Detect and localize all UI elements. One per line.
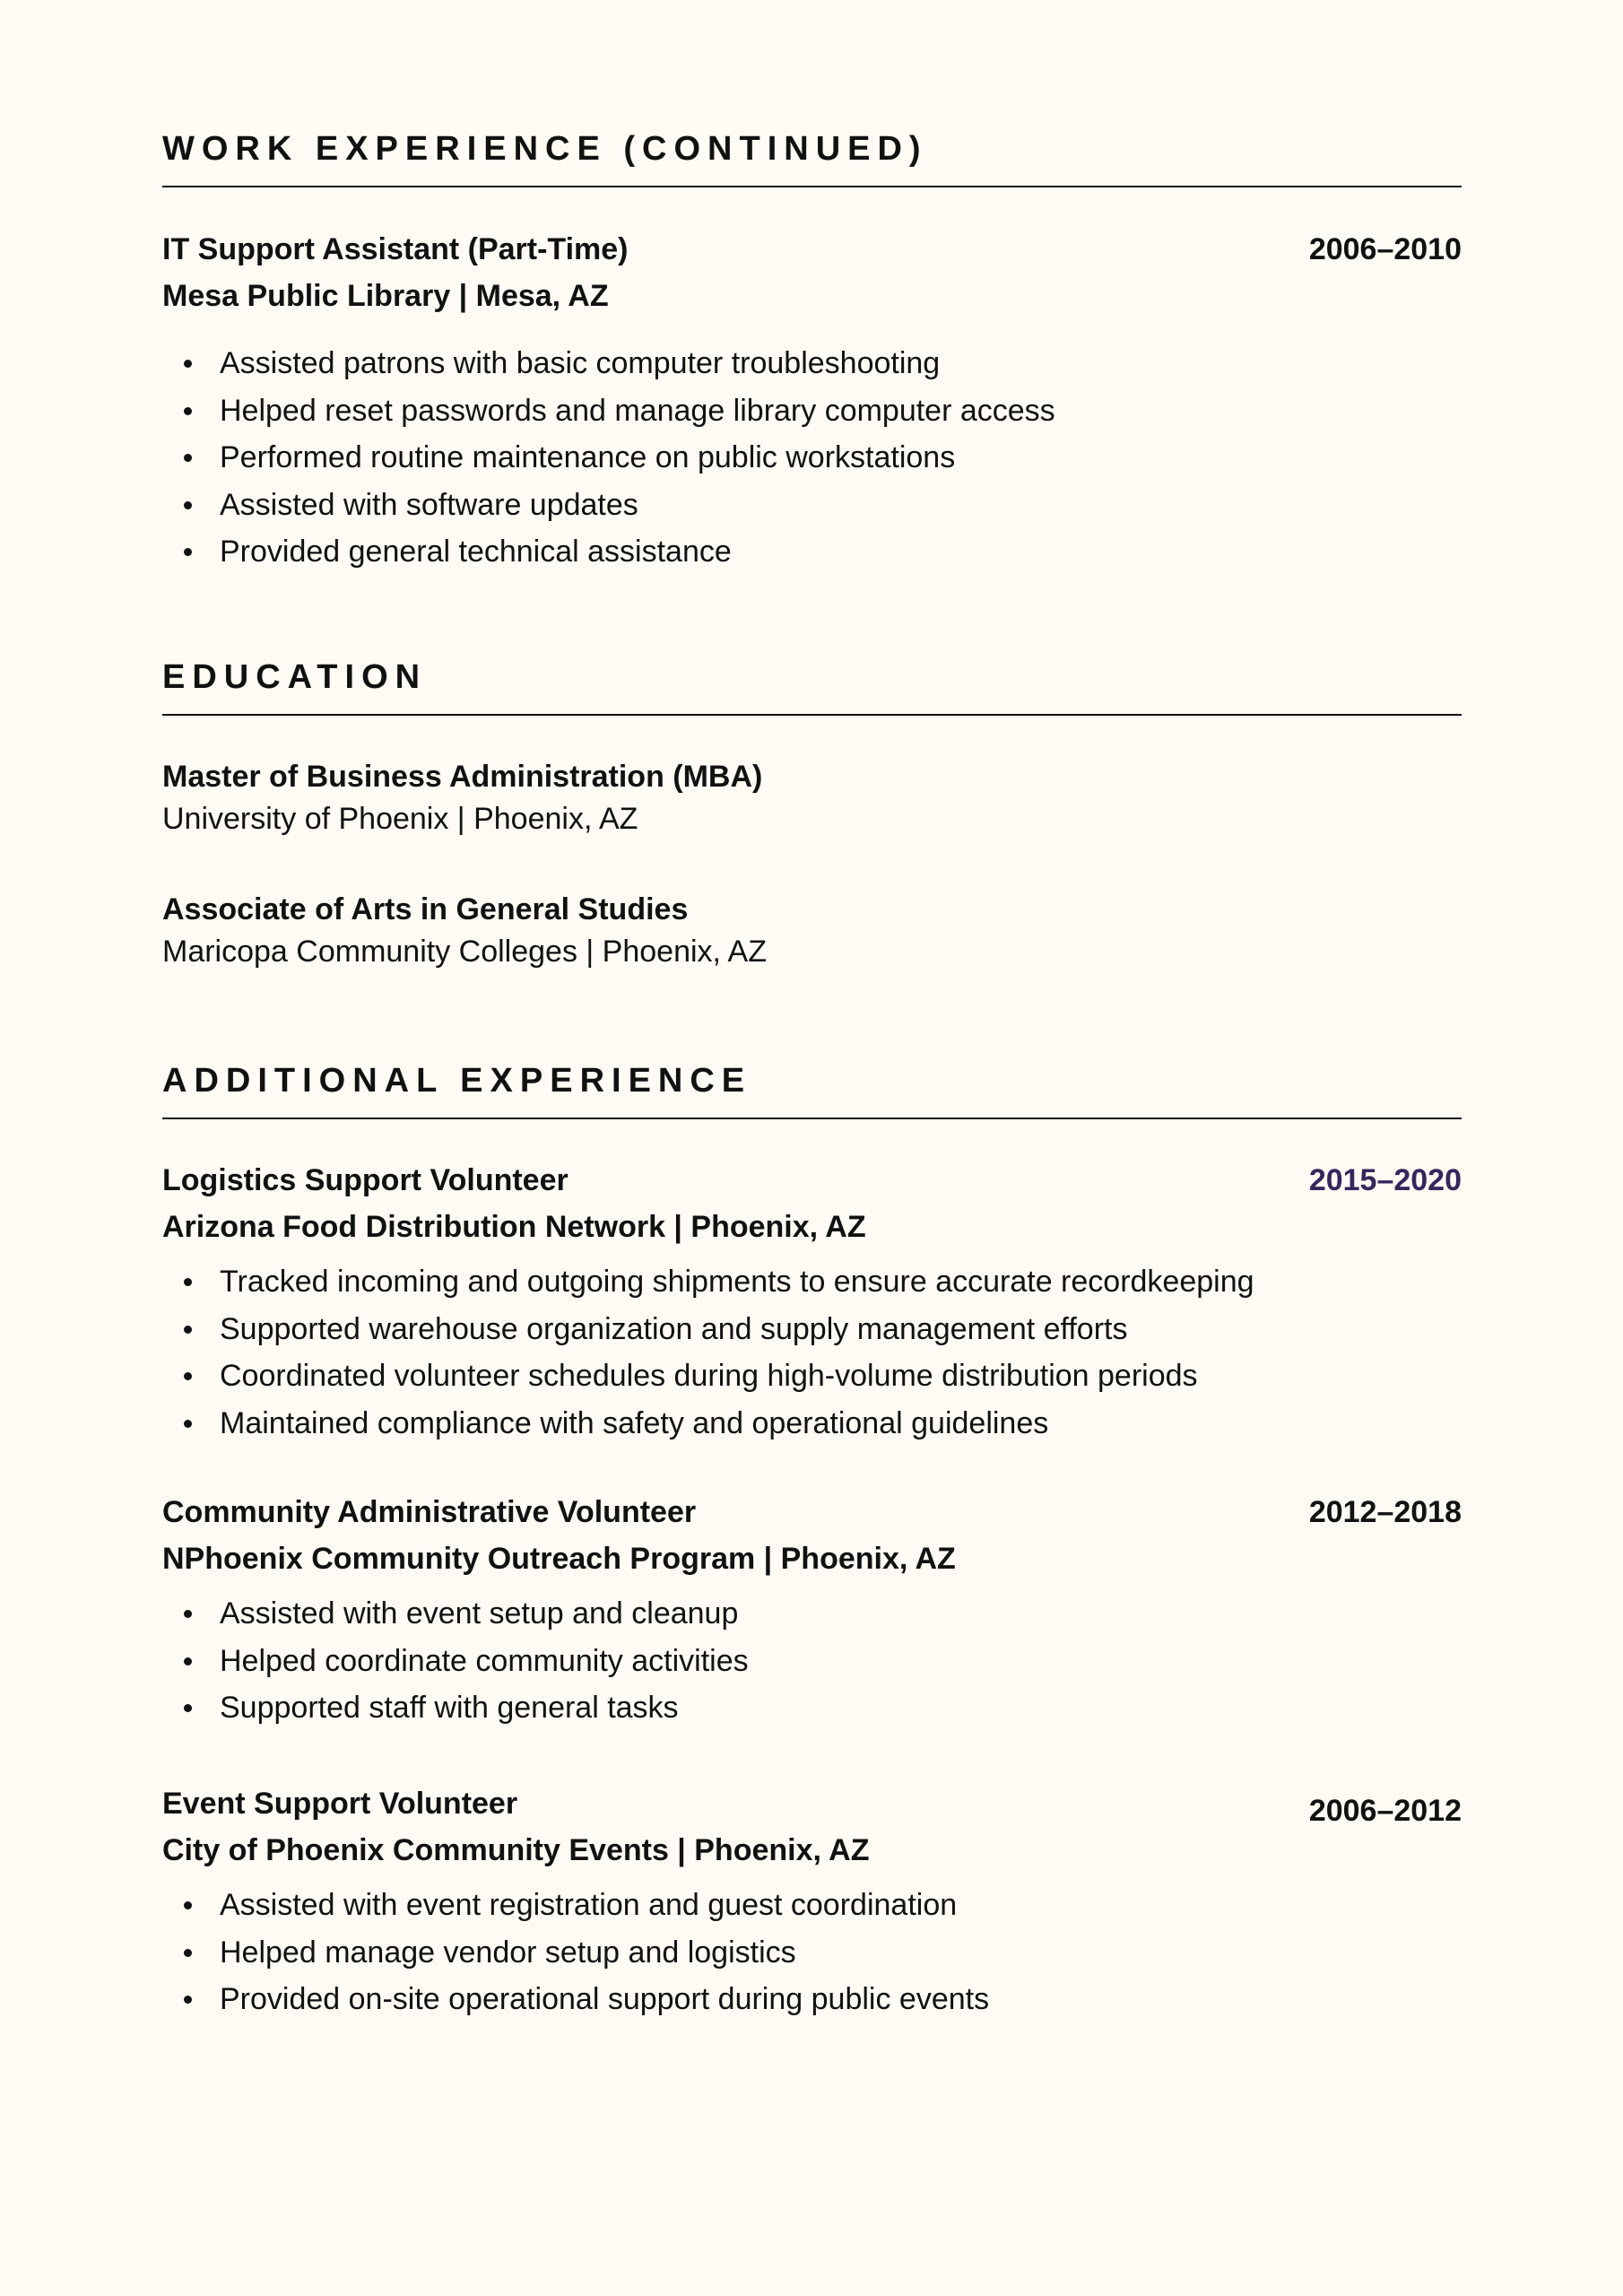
role-dates: 2015–2020: [1308, 1163, 1462, 1197]
bullet-dot-icon: [184, 360, 192, 368]
section-heading: EDUCATION: [162, 658, 428, 696]
bullet-item: Assisted patrons with basic computer troubleshooting: [162, 340, 1462, 387]
bullet-dot-icon: [184, 1901, 192, 1909]
bullet-dot-icon: [184, 1372, 192, 1380]
role-title: Logistics Support Volunteer: [162, 1163, 568, 1197]
bullet-item: Helped reset passwords and manage library computer access: [162, 387, 1462, 435]
role-bullet-list: [162, 1882, 1462, 2023]
section-divider: [162, 714, 1462, 716]
degree-title: Associate of Arts in General Studies: [162, 892, 689, 926]
role-organization: Arizona Food Distribution Network | Phoenix, AZ: [162, 1210, 866, 1244]
bullet-item: Assisted with event setup and cleanup: [162, 1590, 1462, 1638]
bullet-dot-icon: [184, 1610, 192, 1618]
bullet-dot-icon: [184, 548, 192, 556]
bullet-item: Coordinated volunteer schedules during high-volume distribution periods: [162, 1352, 1462, 1400]
role-bullet-list: [162, 1590, 1462, 1732]
bullet-item: Provided on-site operational support during public events: [162, 1976, 1462, 2023]
bullet-dot-icon: [184, 1704, 192, 1712]
role-dates: 2012–2018: [1308, 1495, 1462, 1529]
bullet-dot-icon: [184, 501, 192, 509]
bullet-dot-icon: [184, 1657, 192, 1665]
bullet-item: Helped coordinate community activities: [162, 1638, 1462, 1685]
bullet-dot-icon: [184, 407, 192, 415]
role-title: Community Administrative Volunteer: [162, 1495, 697, 1529]
bullet-item: Assisted with event registration and guest coordination: [162, 1882, 1462, 1929]
bullet-item: Helped manage vendor setup and logistics: [162, 1929, 1462, 1977]
bullet-item: Tracked incoming and outgoing shipments to ensure accurate recordkeeping: [162, 1258, 1462, 1306]
bullet-item: Supported staff with general tasks: [162, 1684, 1462, 1732]
bullet-dot-icon: [184, 1278, 192, 1286]
role-organization: City of Phoenix Community Events | Phoenix, AZ: [162, 1833, 870, 1867]
bullet-item: Supported warehouse organization and supply management efforts: [162, 1306, 1462, 1353]
job-title: IT Support Assistant (Part-Time): [162, 232, 629, 266]
bullet-dot-icon: [184, 1949, 192, 1957]
section-heading: WORK EXPERIENCE (CONTINUED): [162, 130, 928, 168]
bullet-item: Assisted with software updates: [162, 482, 1462, 529]
job-organization: Mesa Public Library | Mesa, AZ: [162, 279, 609, 313]
job-bullet-list: [162, 340, 1462, 576]
role-title: Event Support Volunteer: [162, 1787, 518, 1821]
role-bullet-list: [162, 1258, 1462, 1447]
bullet-item: Provided general technical assistance: [162, 528, 1462, 576]
school-name: University of Phoenix | Phoenix, AZ: [162, 802, 638, 836]
role-dates: 2006–2012: [1308, 1794, 1462, 1828]
bullet-dot-icon: [184, 1326, 192, 1334]
section-divider: [162, 1118, 1462, 1119]
degree-title: Master of Business Administration (MBA): [162, 760, 763, 794]
bullet-dot-icon: [184, 1996, 192, 2004]
section-divider: [162, 186, 1462, 187]
section-heading: ADDITIONAL EXPERIENCE: [162, 1062, 752, 1100]
bullet-dot-icon: [184, 454, 192, 462]
job-dates: 2006–2010: [1308, 232, 1462, 266]
bullet-item: Maintained compliance with safety and operational guidelines: [162, 1400, 1462, 1448]
bullet-item: Performed routine maintenance on public workstations: [162, 434, 1462, 482]
school-name: Maricopa Community Colleges | Phoenix, AZ: [162, 935, 768, 969]
bullet-dot-icon: [184, 1420, 192, 1428]
role-organization: NPhoenix Community Outreach Program | Phoenix, AZ: [162, 1542, 956, 1576]
